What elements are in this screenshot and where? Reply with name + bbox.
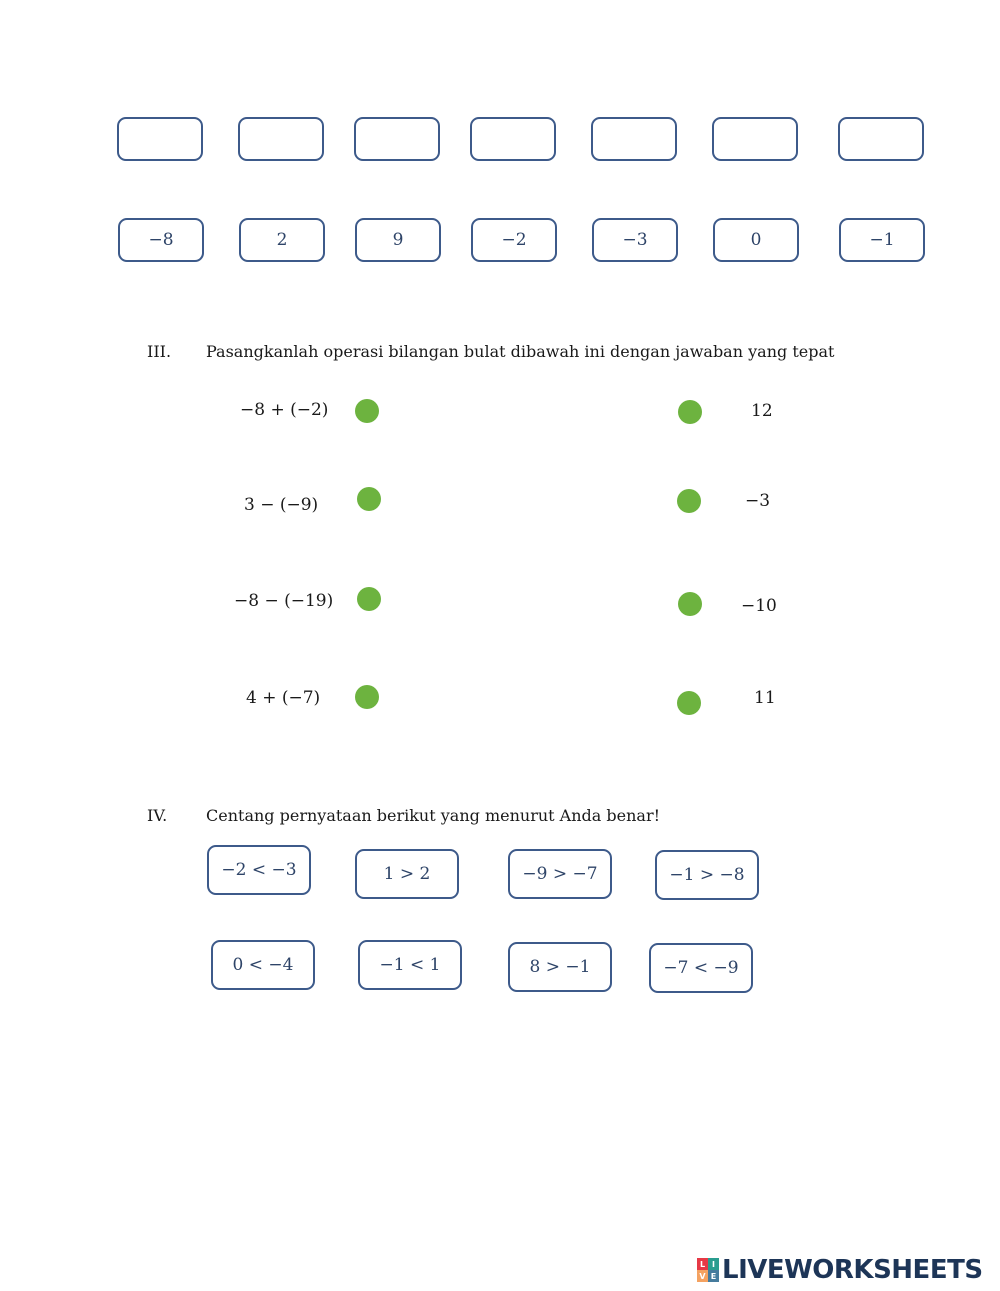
answer-dropzone-1[interactable] <box>117 117 203 161</box>
section-iii-instruction: Pasangkanlah operasi bilangan bulat dibawah ini dengan jawaban yang tepat <box>206 342 835 361</box>
matching-left-dot[interactable] <box>355 399 379 423</box>
matching-right-item: 11 <box>754 688 776 708</box>
matching-left-dot[interactable] <box>357 487 381 511</box>
logo-letter: V <box>697 1270 708 1282</box>
logo-letter: L <box>697 1258 708 1270</box>
matching-right-item: −3 <box>745 491 771 511</box>
number-tile[interactable]: −8 <box>118 218 204 262</box>
number-tile[interactable]: 2 <box>239 218 325 262</box>
answer-dropzone-5[interactable] <box>591 117 677 161</box>
statement-checkbox[interactable]: −2 < −3 <box>207 845 311 895</box>
answer-dropzone-7[interactable] <box>838 117 924 161</box>
number-tile[interactable]: 9 <box>355 218 441 262</box>
matching-left-item: −8 + (−2) <box>240 400 329 420</box>
number-tile[interactable]: 0 <box>713 218 799 262</box>
statement-checkbox[interactable]: −9 > −7 <box>508 849 612 899</box>
matching-left-item: 3 − (−9) <box>244 495 319 515</box>
matching-left-item: −8 − (−19) <box>234 591 334 611</box>
matching-right-item: −10 <box>741 596 777 616</box>
statement-checkbox[interactable]: 0 < −4 <box>211 940 315 990</box>
matching-right-item: 12 <box>751 401 773 421</box>
logo-text: LIVEWORKSHEETS <box>722 1255 983 1285</box>
number-tile[interactable]: −1 <box>839 218 925 262</box>
statement-checkbox[interactable]: −1 < 1 <box>358 940 462 990</box>
liveworksheets-logo <box>697 1255 983 1285</box>
answer-dropzone-6[interactable] <box>712 117 798 161</box>
statement-checkbox[interactable]: 1 > 2 <box>355 849 459 899</box>
matching-right-dot[interactable] <box>678 400 702 424</box>
matching-left-dot[interactable] <box>357 587 381 611</box>
answer-dropzone-3[interactable] <box>354 117 440 161</box>
answer-dropzone-4[interactable] <box>470 117 556 161</box>
statement-checkbox[interactable]: 8 > −1 <box>508 942 612 992</box>
logo-mark-icon <box>697 1258 719 1282</box>
answer-dropzone-2[interactable] <box>238 117 324 161</box>
logo-letter: I <box>708 1258 719 1270</box>
number-tile[interactable]: −3 <box>592 218 678 262</box>
section-iii-numeral: III. <box>147 342 172 361</box>
matching-left-item: 4 + (−7) <box>246 688 321 708</box>
number-tile[interactable]: −2 <box>471 218 557 262</box>
matching-right-dot[interactable] <box>677 489 701 513</box>
matching-right-dot[interactable] <box>678 592 702 616</box>
section-iv-numeral: IV. <box>147 806 168 825</box>
statement-checkbox[interactable]: −7 < −9 <box>649 943 753 993</box>
matching-left-dot[interactable] <box>355 685 379 709</box>
matching-right-dot[interactable] <box>677 691 701 715</box>
statement-checkbox[interactable]: −1 > −8 <box>655 850 759 900</box>
section-iv-instruction: Centang pernyataan berikut yang menurut Anda benar! <box>206 806 661 825</box>
logo-letter: E <box>708 1270 719 1282</box>
